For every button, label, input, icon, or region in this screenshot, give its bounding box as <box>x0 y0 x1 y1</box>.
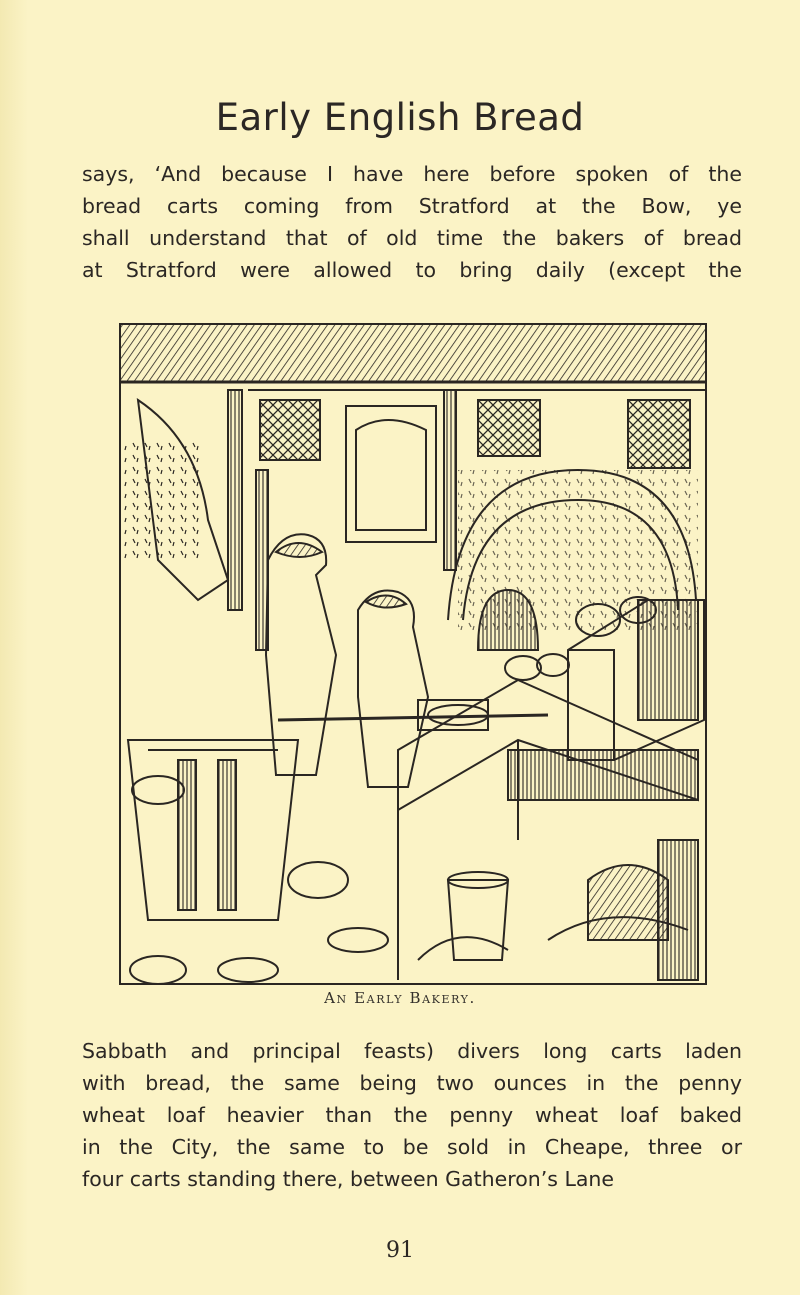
text-line: shall understand that of old time the bakers of bread <box>82 226 742 250</box>
page-edge-shadow <box>0 0 28 1295</box>
text-line: four carts standing there, between Gatheron’s Lane <box>82 1167 615 1191</box>
woodcut-illustration <box>118 320 708 988</box>
running-head: Early English Bread <box>215 96 585 139</box>
page-number: 91 <box>386 1238 414 1263</box>
text-line: wheat loaf heavier than the penny wheat loaf baked <box>82 1103 742 1127</box>
text-line: with bread, the same being two ounces in the penny <box>82 1071 742 1095</box>
text-line: in the City, the same to be sold in Cheape, three or <box>82 1135 742 1159</box>
bakery-woodcut-image <box>118 320 708 988</box>
text-line: at Stratford were allowed to bring daily (except the <box>82 258 742 282</box>
text-line: Sabbath and principal feasts) divers long carts laden <box>82 1039 742 1063</box>
paragraph-bottom <box>82 1035 742 1195</box>
text-line: says, ‘And because I have here before spoken of the <box>82 162 742 186</box>
paragraph-top <box>82 158 742 286</box>
figure-caption: An Early Bakery. <box>324 989 476 1007</box>
text-line: bread carts coming from Stratford at the Bow, ye <box>82 194 742 218</box>
